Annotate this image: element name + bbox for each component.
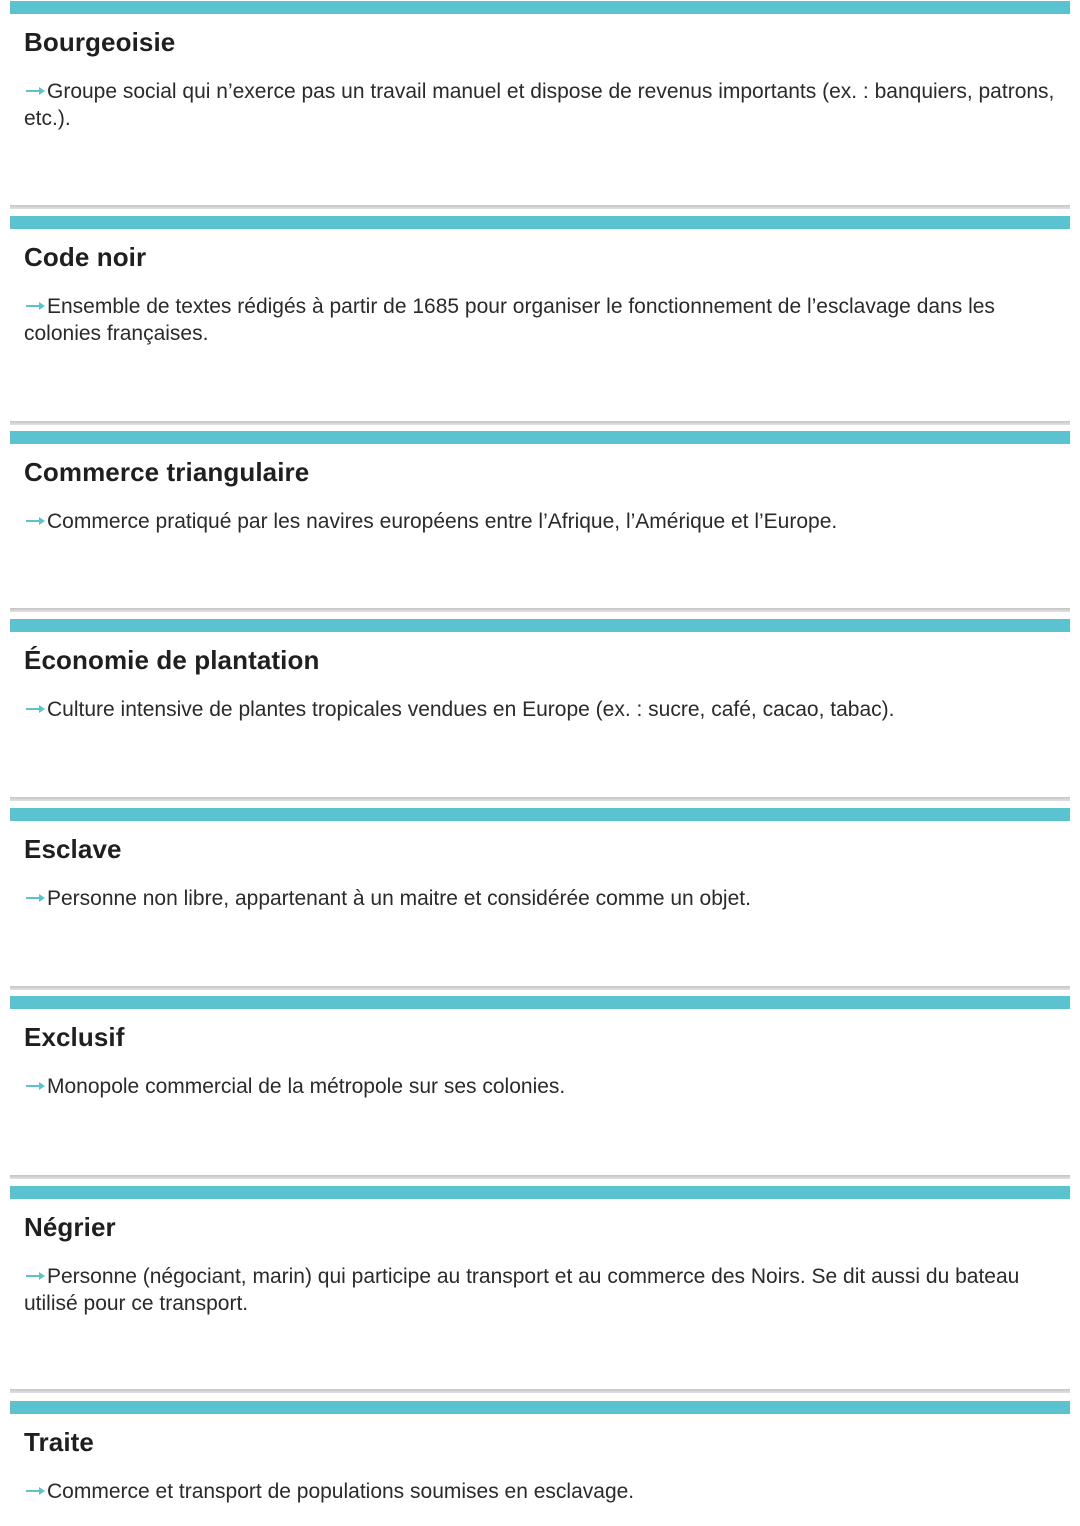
definition-text: Groupe social qui n’exerce pas un travail manuel et dispose de revenus importants (ex. : banquiers, patrons, etc.). bbox=[24, 80, 1055, 130]
term-definition bbox=[24, 697, 1064, 724]
definition-text: Culture intensive de plantes tropicales vendues en Europe (ex. : sucre, café, cacao, tabac). bbox=[47, 698, 895, 721]
term-title: Négrier bbox=[24, 1212, 116, 1242]
section-divider bbox=[10, 608, 1070, 612]
arrow-right-icon bbox=[24, 301, 46, 311]
section-header-bar bbox=[10, 1401, 1070, 1414]
section-header-bar bbox=[10, 216, 1070, 229]
term-title: Code noir bbox=[24, 242, 147, 272]
definition-text: Commerce et transport de populations soumises en esclavage. bbox=[47, 1480, 635, 1503]
section-divider bbox=[10, 797, 1070, 801]
term-title: Traite bbox=[24, 1427, 94, 1457]
section-divider bbox=[10, 205, 1070, 209]
arrow-right-icon bbox=[24, 1081, 46, 1091]
term-title: Exclusif bbox=[24, 1022, 125, 1052]
term-definition bbox=[24, 1264, 1064, 1317]
section-header-bar bbox=[10, 431, 1070, 444]
section-header-bar bbox=[10, 1186, 1070, 1199]
definition-text: Personne (négociant, marin) qui participe au transport et au commerce des Noirs. Se dit aussi du bateau utilisé pour ce transport. bbox=[24, 1265, 1020, 1315]
arrow-right-icon bbox=[24, 516, 46, 526]
arrow-right-icon bbox=[24, 704, 46, 714]
arrow-right-icon bbox=[24, 893, 46, 903]
definition-text: Ensemble de textes rédigés à partir de 1685 pour organiser le fonctionnement de l’esclavage dans les colonies françaises. bbox=[24, 295, 995, 345]
section-divider bbox=[10, 1389, 1070, 1393]
section-divider bbox=[10, 986, 1070, 990]
term-definition bbox=[24, 79, 1064, 132]
section-header-bar bbox=[10, 1, 1070, 14]
definition-text: Monopole commercial de la métropole sur ses colonies. bbox=[47, 1075, 566, 1098]
term-title: Bourgeoisie bbox=[24, 27, 176, 57]
definition-text: Personne non libre, appartenant à un maitre et considérée comme un objet. bbox=[47, 887, 751, 910]
term-definition bbox=[24, 886, 1064, 913]
section-header-bar bbox=[10, 619, 1070, 632]
section-header-bar bbox=[10, 996, 1070, 1009]
arrow-right-icon bbox=[24, 1271, 46, 1281]
term-definition bbox=[24, 294, 1064, 347]
section-divider bbox=[10, 1175, 1070, 1179]
term-title: Économie de plantation bbox=[24, 645, 320, 675]
term-definition bbox=[24, 1074, 1064, 1101]
section-header-bar bbox=[10, 808, 1070, 821]
term-title: Esclave bbox=[24, 834, 122, 864]
definition-text: Commerce pratiqué par les navires européens entre l’Afrique, l’Amérique et l’Europe. bbox=[47, 510, 838, 533]
section-divider bbox=[10, 421, 1070, 425]
term-definition bbox=[24, 1479, 1064, 1506]
term-title: Commerce triangulaire bbox=[24, 457, 310, 487]
arrow-right-icon bbox=[24, 86, 46, 96]
arrow-right-icon bbox=[24, 1486, 46, 1496]
term-definition bbox=[24, 509, 1064, 536]
